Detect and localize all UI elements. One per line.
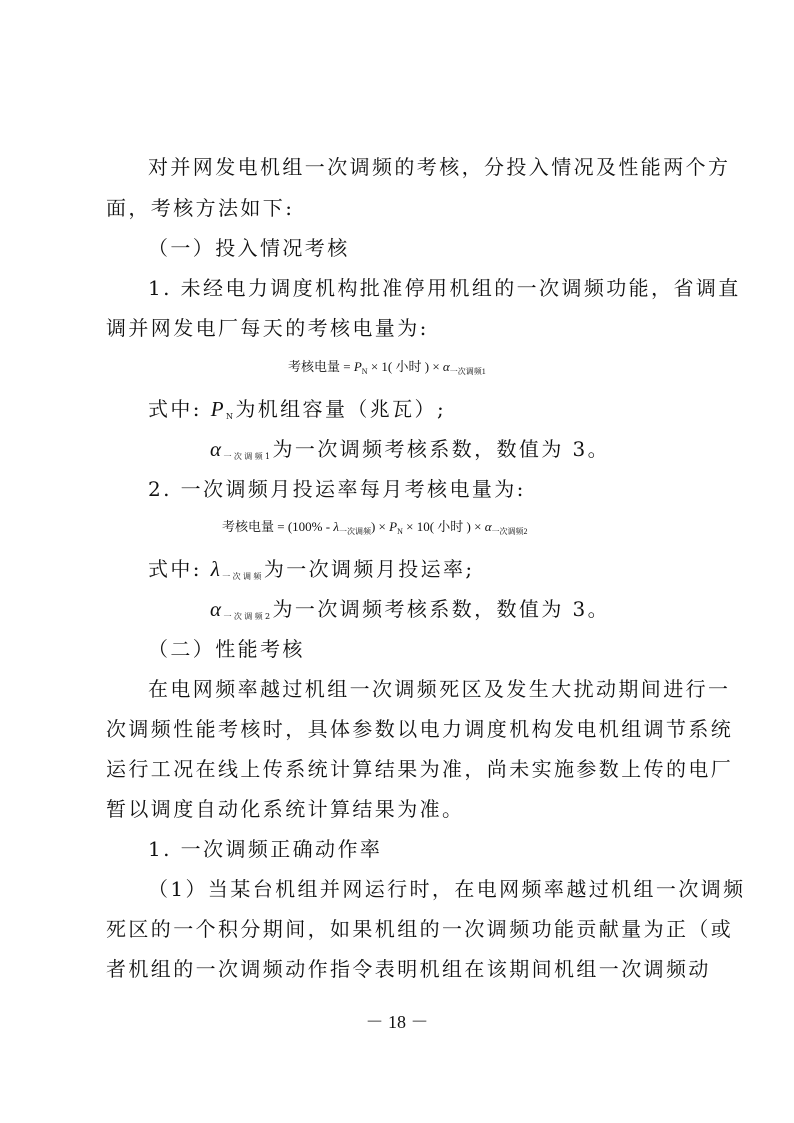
paragraph-line: 死区的一个积分期间，如果机组的一次调频功能贡献量为正（或 (106, 917, 734, 941)
formula-text: ) × (370, 519, 386, 534)
formula-symbol: λ (333, 519, 339, 534)
symbol-subscript: N (225, 412, 236, 421)
paragraph-line: （1）当某台机组并网运行时，在电网频率越过机组一次调频 (148, 877, 746, 901)
definition-text: 为机组容量（兆瓦）; (235, 397, 447, 421)
formula-subscript: 一次调频2 (491, 527, 528, 536)
symbol: λ (210, 557, 223, 581)
section-heading: （二）性能考核 (148, 637, 305, 661)
formula-2 (222, 518, 528, 541)
definition-line (210, 596, 610, 630)
formula-symbol: P (353, 359, 362, 374)
formula-symbol: P (389, 519, 398, 534)
section-heading: （一）投入情况考核 (148, 236, 350, 260)
formula-symbol: α (484, 519, 492, 534)
symbol: α (210, 437, 224, 461)
paragraph-line: 2. 一次调频月投运率每月考核电量为: (148, 477, 526, 501)
formula-1 (288, 358, 486, 381)
paragraph-line: 调并网发电厂每天的考核电量为: (106, 316, 429, 340)
definition-prefix: 式中: (148, 557, 202, 581)
subsection-heading: 1. 一次调频正确动作率 (148, 837, 383, 861)
definition-line (148, 556, 475, 590)
formula-subscript: 一次调频1 (449, 367, 486, 376)
formula-symbol: α (442, 359, 450, 374)
symbol: α (210, 597, 224, 621)
formula-lhs: 考核电量 = (288, 359, 351, 374)
symbol-subscript: 一次调频2 (223, 612, 273, 621)
formula-text: × 10( 小时 ) × (406, 519, 482, 534)
paragraph-line: 暂以调度自动化系统计算结果为准。 (106, 797, 465, 821)
definition-text: 为一次调频考核系数，数值为 3。 (272, 597, 611, 621)
definition-prefix: 式中: (148, 397, 202, 421)
formula-subscript: N (361, 367, 368, 376)
paragraph-line: 者机组的一次调频动作指令表明机组在该期间机组一次调频动 (106, 957, 711, 981)
paragraph-line: 面，考核方法如下: (106, 196, 295, 220)
symbol: P (210, 397, 226, 421)
formula-lhs: 考核电量 = (100% - (222, 519, 331, 534)
paragraph-line: 次调频性能考核时，具体参数以电力调度机构发电机组调节系统 (106, 717, 734, 741)
paragraph-line: 在电网频率越过机组一次调频死区及发生大扰动期间进行一 (148, 677, 731, 701)
page-number: － 18 － (365, 1012, 429, 1032)
symbol-subscript: 一次调频 (222, 572, 264, 581)
symbol-subscript: 一次调频1 (223, 452, 273, 461)
formula-subscript: 一次调频 (338, 527, 371, 536)
paragraph-line: 1. 未经电力调度机构批准停用机组的一次调频功能，省调直 (148, 276, 741, 300)
definition-line (148, 396, 446, 430)
paragraph-line: 对并网发电机组一次调频的考核，分投入情况及性能两个方 (148, 155, 731, 179)
formula-text: × 1( 小时 ) × (370, 359, 440, 374)
formula-subscript: N (397, 527, 403, 536)
definition-line (210, 436, 610, 470)
definition-text: 为一次调频考核系数，数值为 3。 (272, 437, 611, 461)
paragraph-line: 运行工况在线上传系统计算结果为准，尚未实施参数上传的电厂 (106, 757, 734, 781)
definition-text: 为一次调频月投运率; (263, 557, 475, 581)
